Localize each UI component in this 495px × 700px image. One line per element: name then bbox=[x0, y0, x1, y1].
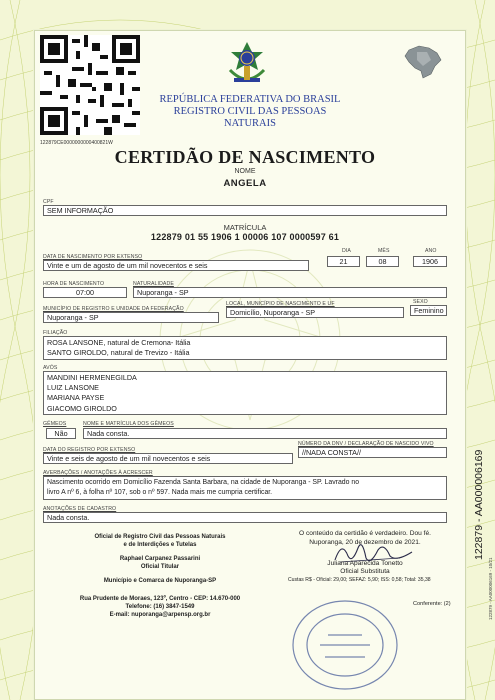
naturalidade-value: Nuporanga - SP bbox=[133, 287, 447, 298]
filiacao-label: FILIAÇÃO bbox=[43, 330, 68, 336]
gemeos-nome-value: Nada consta. bbox=[83, 428, 447, 439]
signer-role: Oficial Substituta bbox=[340, 568, 390, 575]
side-serial-small: 122879 - AA000006169 - 10/21 bbox=[488, 557, 493, 620]
brazil-map-icon bbox=[403, 44, 443, 80]
averbacoes-line-2: livro A nº 6, à folha nº 107, sob o nº 597. Nada mais me cumpria certificar. bbox=[47, 489, 273, 496]
avos-box bbox=[43, 371, 447, 415]
registro-value: Vinte e seis de agosto de um mil novecentos e seis bbox=[43, 453, 293, 464]
document-title: CERTIDÃO DE NASCIMENTO bbox=[114, 147, 376, 167]
oficial-name: Raphael Carpanez Passarini bbox=[119, 556, 201, 562]
side-serial bbox=[468, 420, 494, 620]
side-serial-number: 122879 - AA000006169 bbox=[473, 449, 485, 560]
nome-label: NOME bbox=[234, 168, 256, 175]
averbacoes-label: AVERBAÇÕES / ANOTAÇÕES À ACRESCER bbox=[43, 470, 153, 476]
avo-2: LUIZ LANSONE bbox=[47, 383, 99, 393]
conferente-text: Conferente: (2) bbox=[413, 601, 451, 607]
anotacoes-label: ANOTAÇÕES DE CADASTRO bbox=[43, 506, 117, 512]
municipio-registro-value: Nuporanga - SP bbox=[43, 312, 219, 323]
mes-value: 08 bbox=[366, 256, 399, 267]
avos-label: AVÓS bbox=[43, 365, 58, 371]
avo-1: MANDINI HERMENEGILDA bbox=[47, 373, 137, 382]
ano-value: 1906 bbox=[413, 256, 447, 267]
gemeos-nome-label: NOME E MATRÍCULA DOS GÊMEOS bbox=[83, 421, 174, 427]
certificacao-line-2: Nuporanga, 20 de dezembro de 2021. bbox=[309, 538, 421, 546]
oficial-phone: Telefone: (16) 3847-1549 bbox=[125, 604, 195, 610]
matricula-value: 122879 01 55 1906 1 00006 107 0000597 61 bbox=[150, 232, 340, 242]
hora-value: 07:00 bbox=[43, 287, 127, 298]
dnv-label: NÚMERO DA DNV / DECLARAÇÃO DE NASCIDO VIVO bbox=[298, 441, 434, 447]
certificacao-line-1: O conteúdo da certidão é verdadeiro. Dou fé. bbox=[299, 530, 431, 537]
office-line-1: Oficial de Registro Civil das Pessoas Naturais bbox=[94, 534, 226, 540]
filiacao-box bbox=[43, 336, 447, 360]
oficial-address: Rua Prudente de Moraes, 123º, Centro - CEP: 14.670-000 bbox=[79, 596, 241, 602]
qr-code-icon bbox=[40, 35, 140, 135]
official-stamp-icon bbox=[290, 595, 400, 690]
signer-block bbox=[290, 560, 440, 576]
filiacao-father: SANTO GIROLDO, natural de Trevizo - Itália bbox=[47, 348, 190, 357]
avo-3: MARIANA PAYSE bbox=[47, 393, 105, 403]
oficial-email: E-mail: nuporanga@arpensp.org.br bbox=[109, 612, 211, 618]
registro-label: DATA DO REGISTRO POR EXTENSO bbox=[43, 447, 136, 453]
nome-value: ANGELA bbox=[223, 178, 267, 189]
gemeos-label: GÊMEOS bbox=[43, 421, 67, 427]
gemeos-value: Não bbox=[46, 428, 76, 439]
birth-date-label: DATA DE NASCIMENTO POR EXTENSO bbox=[43, 254, 143, 260]
dnv-value: //NADA CONSTA// bbox=[298, 447, 447, 458]
local-nascimento-value: Domicílio, Nuporanga - SP bbox=[226, 307, 404, 318]
anotacoes-value: Nada consta. bbox=[43, 512, 447, 523]
cpf-value: SEM INFORMAÇÃO bbox=[43, 205, 447, 216]
qr-code-number: 122879CE0000000000400821W bbox=[40, 140, 113, 146]
dia-label: DIA bbox=[342, 248, 351, 254]
naturalidade-label: NATURALIDADE bbox=[133, 281, 174, 287]
averbacoes-line-1: Nascimento ocorrido em Domicílio Fazenda Santa Barbara, na cidade de Nuporanga - SP. Lavrado no bbox=[47, 479, 360, 486]
office-line-2: e de Interdições e Tutelas bbox=[123, 542, 197, 548]
birth-date-value: Vinte e um de agosto de um mil novecentos e seis bbox=[43, 260, 309, 271]
oficial-municipio: Município e Comarca de Nuporanga-SP bbox=[103, 578, 217, 584]
local-nascimento-label: LOCAL, MUNICÍPIO DE NASCIMENTO E UF bbox=[226, 301, 335, 307]
oficial-block bbox=[60, 533, 260, 619]
oficial-role: Oficial Titular bbox=[140, 564, 180, 570]
ano-label: ANO bbox=[425, 248, 437, 254]
qr-code bbox=[40, 35, 140, 135]
hora-label: HORA DE NASCIMENTO bbox=[43, 281, 105, 287]
sexo-value: Feminino bbox=[410, 305, 447, 316]
municipio-registro-label: MUNICÍPIO DE REGISTRO E UNIDADE DA FEDERAÇÃO bbox=[43, 306, 184, 312]
republic-title: REPÚBLICA FEDERATIVA DO BRASIL bbox=[159, 94, 341, 105]
dia-value: 21 bbox=[327, 256, 360, 267]
sexo-label: SEXO bbox=[413, 299, 428, 305]
averbacoes-box bbox=[43, 476, 447, 500]
avo-4: GIACOMO GIROLDO bbox=[47, 403, 117, 413]
filiacao-mother: ROSA LANSONE, natural de Cremona- Itália bbox=[47, 338, 191, 347]
republic-heading bbox=[150, 94, 350, 130]
custas-text: Custas R$ - Oficial: 29,00; SEFAZ: 5,90; ISS: 0,58; Total: 35,38 bbox=[288, 577, 431, 583]
cpf-label: CPF bbox=[43, 199, 54, 205]
signer-name: Juliana Aparecida Tonetto bbox=[327, 560, 403, 567]
registry-title: REGISTRO CIVIL DAS PESSOAS NATURAIS bbox=[173, 106, 327, 129]
brazil-coat-of-arms-icon bbox=[222, 40, 272, 90]
mes-label: MÊS bbox=[378, 248, 390, 254]
matricula-label: MATRÍCULA bbox=[223, 223, 267, 232]
